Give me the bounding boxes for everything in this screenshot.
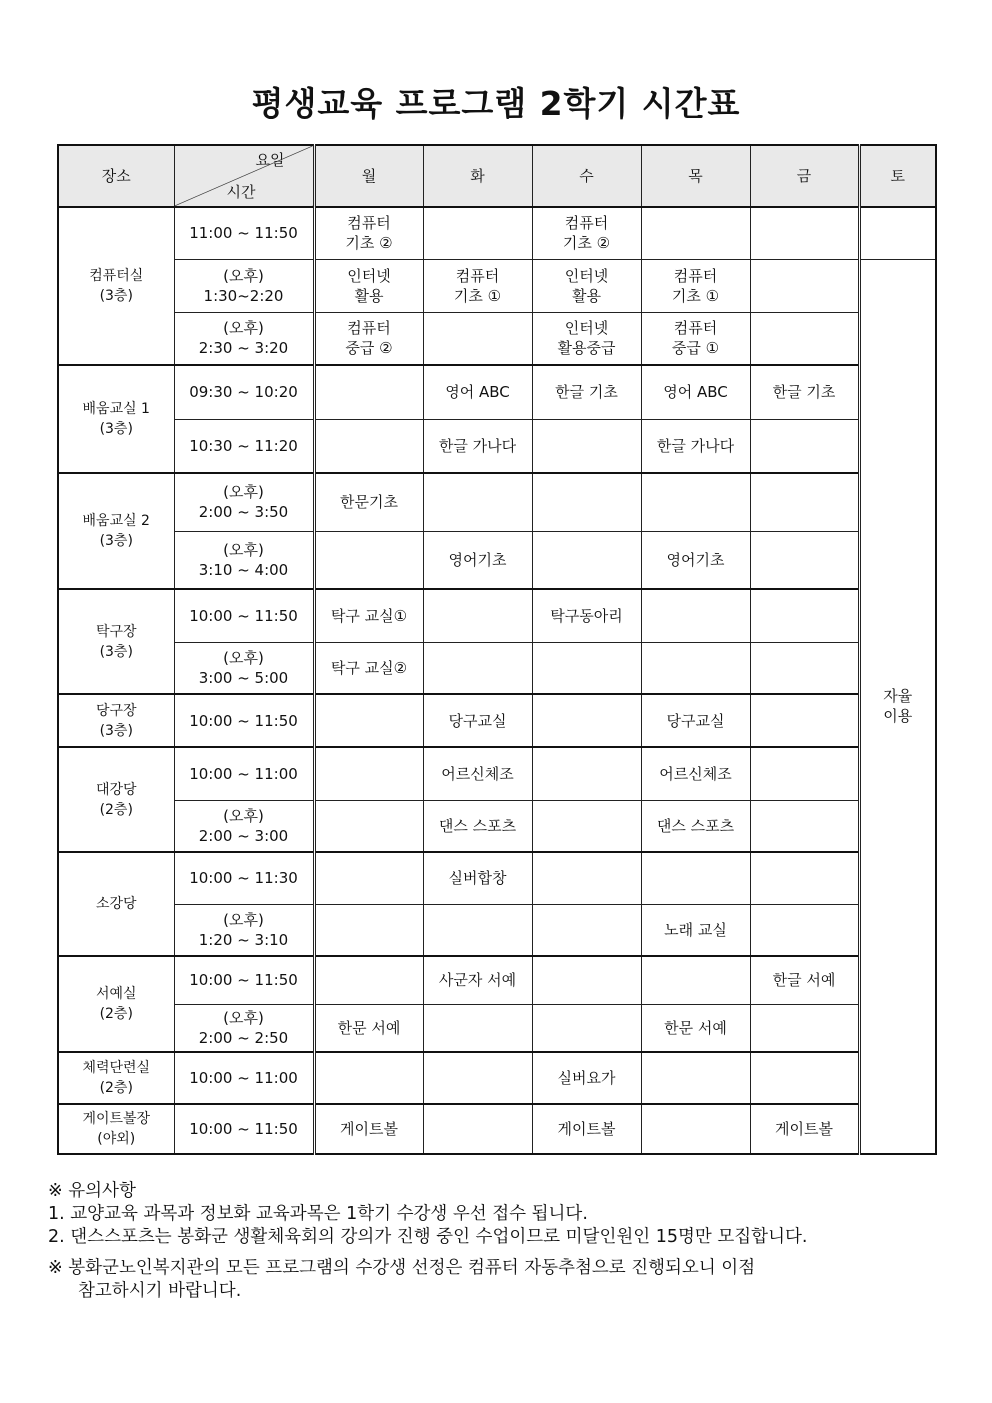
time-cell: 10:00 ~ 11:30 [174,852,314,904]
class-cell [641,207,750,259]
day-header-mon: 월 [314,145,423,207]
class-cell: 어르신체조 [641,747,750,800]
class-cell [314,904,423,956]
class-cell: 컴퓨터 기초 ① [641,259,750,312]
class-cell: 한문 서예 [314,1004,423,1052]
notes-heading: ※ 유의사항 [48,1181,136,1201]
place-header: 장소 [58,145,174,207]
class-cell [750,207,859,259]
class-cell: 영어 ABC [423,365,532,419]
class-cell: 탁구동아리 [532,589,641,642]
class-cell [641,473,750,531]
class-cell: 인터넷 활용중급 [532,312,641,365]
class-cell [314,1052,423,1104]
time-cell: 10:00 ~ 11:00 [174,1052,314,1104]
class-cell [314,419,423,473]
class-cell [423,1004,532,1052]
table-row [58,956,936,1004]
class-cell: 한글 기초 [532,365,641,419]
class-cell: 인터넷 활용 [532,259,641,312]
class-cell [423,904,532,956]
table-row [58,312,936,365]
class-cell [532,904,641,956]
class-cell [750,312,859,365]
class-cell [750,852,859,904]
venue-cell: 탁구장 (3층) [58,589,174,694]
class-cell [750,259,859,312]
time-cell: 10:00 ~ 11:50 [174,956,314,1004]
table-row [58,1104,936,1154]
class-cell: 당구교실 [423,694,532,747]
time-cell: 11:00 ~ 11:50 [174,207,314,259]
note-item: 2. 댄스스포츠는 봉화군 생활체육회의 강의가 진행 중인 수업이므로 미달인원인 15명만 모집합니다. [48,1227,808,1247]
time-cell: (오후) 2:00 ~ 3:50 [174,473,314,531]
note-item: 1. 교양교육 과목과 정보화 교육과목은 1학기 수강생 우선 접수 됩니다. [48,1204,588,1224]
class-cell [423,207,532,259]
class-cell [532,642,641,694]
class-cell: 인터넷 활용 [314,259,423,312]
class-cell [314,747,423,800]
table-row [58,642,936,694]
time-cell: (오후) 2:00 ~ 3:00 [174,800,314,852]
class-cell [750,1004,859,1052]
table-row [58,259,936,312]
class-cell: 컴퓨터 기초 ① [423,259,532,312]
class-cell: 탁구 교실② [314,642,423,694]
class-cell: 한문 서예 [641,1004,750,1052]
time-cell: 10:00 ~ 11:50 [174,1104,314,1154]
time-cell: 10:30 ~ 11:20 [174,419,314,473]
table-row [58,904,936,956]
class-cell [532,800,641,852]
time-cell: (오후) 1:20 ~ 3:10 [174,904,314,956]
table-row [58,207,936,259]
day-label: 요일 [255,151,285,169]
class-cell [641,956,750,1004]
class-cell [750,642,859,694]
page-title: 평생교육 프로그램 2학기 시간표 [251,84,741,123]
class-cell: 게이트볼 [314,1104,423,1154]
time-cell: (오후) 2:30 ~ 3:20 [174,312,314,365]
table-row [58,419,936,473]
class-cell [314,852,423,904]
class-cell [641,589,750,642]
day-header-tue: 화 [423,145,532,207]
class-cell [750,694,859,747]
time-cell: 10:00 ~ 11:50 [174,589,314,642]
class-cell: 컴퓨터 중급 ① [641,312,750,365]
class-cell [532,473,641,531]
table-row [58,694,936,747]
class-cell [532,419,641,473]
class-cell: 컴퓨터 기초 ② [314,207,423,259]
class-cell: 영어기초 [423,531,532,589]
class-cell: 한글 서예 [750,956,859,1004]
class-cell [750,419,859,473]
class-cell [423,1052,532,1104]
class-cell [532,694,641,747]
class-cell: 게이트볼 [750,1104,859,1154]
class-cell: 게이트볼 [532,1104,641,1154]
venue-cell: 소강당 [58,852,174,956]
header-row [58,145,936,207]
class-cell: 댄스 스포츠 [423,800,532,852]
time-cell: (오후) 2:00 ~ 2:50 [174,1004,314,1052]
class-cell [532,531,641,589]
class-cell [423,473,532,531]
class-cell [750,473,859,531]
day-time-header [174,145,314,207]
class-cell: 한글 기초 [750,365,859,419]
saturday-cell [859,207,936,259]
venue-cell: 배움교실 1 (3층) [58,365,174,473]
class-cell [314,956,423,1004]
class-cell [641,852,750,904]
schedule-table [57,144,937,1155]
venue-cell: 서예실 (2층) [58,956,174,1052]
venue-cell: 대강당 (2층) [58,747,174,852]
table-row [58,747,936,800]
table-row [58,800,936,852]
class-cell: 탁구 교실① [314,589,423,642]
class-cell [532,1004,641,1052]
class-cell: 실버요가 [532,1052,641,1104]
table-row [58,589,936,642]
class-cell: 컴퓨터 중급 ② [314,312,423,365]
day-header-thu: 목 [641,145,750,207]
time-cell: 09:30 ~ 10:20 [174,365,314,419]
class-cell: 한글 가나다 [641,419,750,473]
time-label: 시간 [226,183,256,201]
table-row [58,852,936,904]
class-cell [314,531,423,589]
class-cell [314,365,423,419]
venue-cell: 컴퓨터실 (3층) [58,207,174,365]
venue-cell: 체력단련실 (2층) [58,1052,174,1104]
class-cell [750,747,859,800]
time-cell: (오후) 3:10 ~ 4:00 [174,531,314,589]
table-row [58,1052,936,1104]
class-cell [532,852,641,904]
class-cell [532,956,641,1004]
venue-cell: 배움교실 2 (3층) [58,473,174,589]
class-cell: 실버합창 [423,852,532,904]
class-cell [423,312,532,365]
venue-cell: 당구장 (3층) [58,694,174,747]
time-cell: (오후) 1:30~2:20 [174,259,314,312]
class-cell [423,589,532,642]
class-cell: 영어기초 [641,531,750,589]
class-cell: 당구교실 [641,694,750,747]
day-header-fri: 금 [750,145,859,207]
class-cell [314,694,423,747]
time-cell: 10:00 ~ 11:00 [174,747,314,800]
venue-cell: 게이트볼장 (야외) [58,1104,174,1154]
class-cell [750,1052,859,1104]
final-notice-line2: 참고하시기 바랍니다. [78,1281,242,1301]
class-cell [750,531,859,589]
class-cell [423,642,532,694]
class-cell [532,747,641,800]
saturday-free-use: 자율 이용 [859,259,936,1154]
class-cell: 어르신체조 [423,747,532,800]
class-cell: 영어 ABC [641,365,750,419]
time-cell: (오후) 3:00 ~ 5:00 [174,642,314,694]
class-cell: 노래 교실 [641,904,750,956]
class-cell: 한글 가나다 [423,419,532,473]
class-cell: 한문기초 [314,473,423,531]
notes-section [48,1180,928,1303]
class-cell [314,800,423,852]
table-row [58,1004,936,1052]
class-cell [750,904,859,956]
class-cell [423,1104,532,1154]
class-cell: 사군자 서예 [423,956,532,1004]
table-row [58,473,936,531]
day-header-wed: 수 [532,145,641,207]
class-cell [641,1052,750,1104]
day-header-sat: 토 [859,145,936,207]
class-cell [750,589,859,642]
class-cell [750,800,859,852]
class-cell: 컴퓨터 기초 ② [532,207,641,259]
table-row [58,365,936,419]
final-notice-line1: ※ 봉화군노인복지관의 모든 프로그램의 수강생 선정은 컴퓨터 자동추첨으로 진행되오니 이점 [48,1258,756,1278]
class-cell [641,642,750,694]
class-cell: 댄스 스포츠 [641,800,750,852]
time-cell: 10:00 ~ 11:50 [174,694,314,747]
class-cell [641,1104,750,1154]
table-row [58,531,936,589]
